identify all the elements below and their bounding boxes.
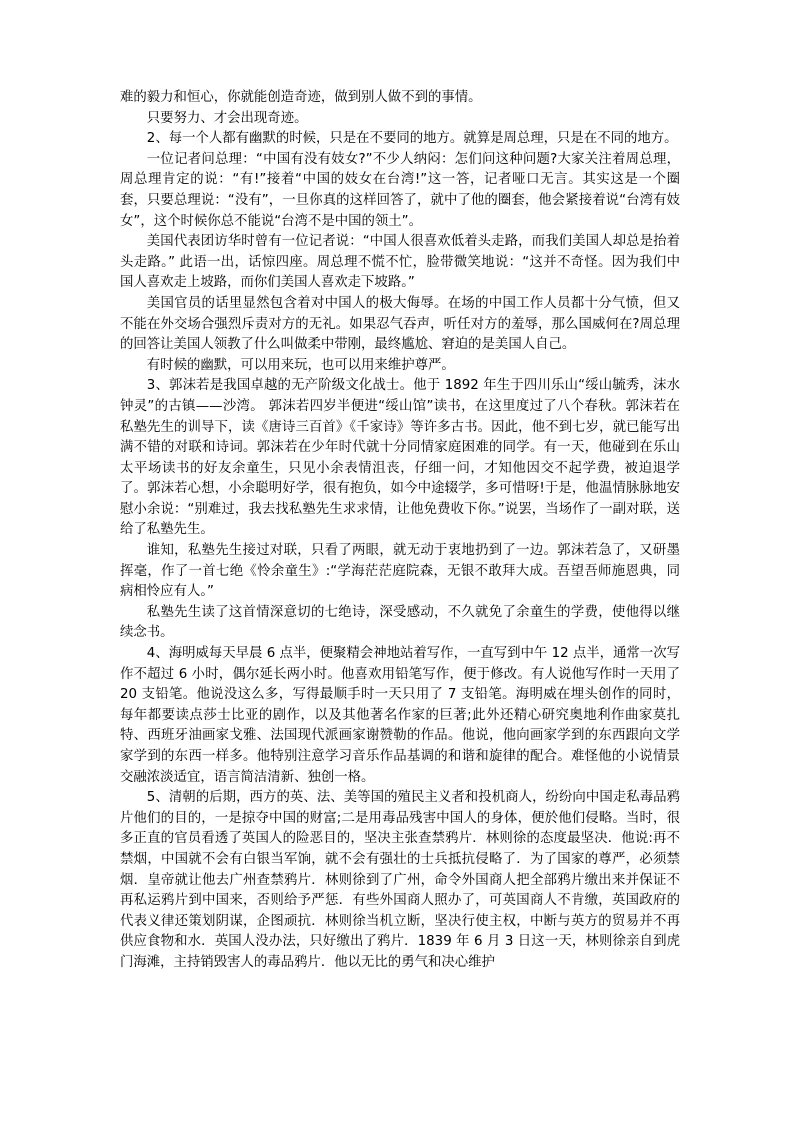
paragraph-12: 5、清朝的后期，西方的英、法、美等国的殖民主义者和投机商人，纷纷向中国走私毒品鸦片他们的目的，一是掠夺中国的财富;二是用毒品残害中国人的身体，便於他们侵略。当时，很多正直的官员看透了英国人的险恶目的，坚决主张查禁鸦片．林则徐的态度最坚决．他说:再不禁烟，中国就不会有白银当军饷，就不会有强壮的士兵抵抗侵略了．为了国家的尊严，必须禁烟．皇帝就让他去广州查禁鸦片．林则徐到了广州，命令外国商人把全部鸦片缴出来并保证不再私运鸦片到中国来，否则给予严惩．有些外国商人照办了，可英国商人不肯缴，英国政府的代表义律还策划阴谋，企图顽抗．林则徐当机立断，坚决行使主权，中断与英方的贸易并不再供应食物和水．英国人没办法，只好缴出了鸦片．1839 年 6 月 3 日这一天，林则徐亲自到虎门海滩，主持销毁害人的毒品鸦片．他以无比的勇气和决心维护	[120, 790, 680, 970]
paragraph-4: 一位记者问总理：“中国有没有妓女?”不少人纳闷：怎们问这种问题?大家关注着周总理，周总理肯定的说：“有!”接着“中国的妓女在台湾!”这一答，记者哑口无言。其实这是一个圈套，只要总理说：“没有”，一旦你真的这样回答了，就中了他的圈套，他会紧接着说“台湾有妓女”，这个时候你总不能说“台湾不是中国的领土”。	[120, 151, 680, 229]
document-page	[120, 88, 680, 974]
paragraph-5: 美国代表团访华时曾有一位记者说：“中国人很喜欢低着头走路，而我们美国人却总是抬着头走路。” 此语一出，话惊四座。周总理不慌不忙，脸带微笑地说：“这并不奇怪。因为我们中国人喜欢走上坡路，而你们美国人喜欢走下坡路。”	[120, 234, 680, 291]
paragraph-1: 难的毅力和恒心，你就能创造奇迹，做到别人做不到的事情。	[120, 90, 482, 105]
paragraph-10: 私塾先生读了这首情深意切的七绝诗，深受感动，不久就免了余童生的学费，使他得以继续念书。	[120, 604, 680, 641]
paragraph-3: 2、每一个人都有幽默的时候，只是在不要同的地方。就算是周总理，只是在不同的地方。	[146, 131, 678, 147]
paragraph-11: 4、海明威每天早晨 6 点半，便聚精会神地站着写作，一直写到中午 12 点半，通常一次写作不超过 6 小时，偶尔延长两小时。他喜欢用铅笔写作，便于修改。有人说他写作时一天用了 20 支铅笔。他说没这么多，写得最顺手时一天只用了 7 支铅笔。海明威在埋头创作的同时，每年都要读点莎士比亚的剧作，以及其他著名作家的巨著;此外还精心研究奥地利作曲家莫扎特、西班牙油画家戈雅、法国现代派画家谢赞勒的作品。他说，他向画家学到的东西跟向文学家学到的东西一样多。他特别注意学习音乐作品基调的和谐和旋律的配合。难怪他的小说情景交融浓淡适宜，语言简洁清新、独创一格。	[120, 646, 680, 785]
paragraph-6: 美国官员的话里显然包含着对中国人的极大侮辱。在场的中国工作人员都十分气愤，但又不能在外交场合强烈斥责对方的无礼。如果忍气吞声，听任对方的羞辱，那么国威何在?周总理的回答让美国人领教了什么叫做柔中带刚，最终尴尬、窘迫的是美国人自己。	[120, 295, 680, 353]
paragraph-9: 谁知，私塾先生接过对联，只看了两眼，就无动于衷地扔到了一边。郭沫若急了，又研墨挥毫，作了一首七绝《怜余童生》:“学海茫茫庭院森，无银不敢拜大成。吾望吾师施恩典，同病相怜应有人。”	[120, 543, 680, 600]
paragraph-7: 有时候的幽默，可以用来玩，也可以用来维护尊严。	[146, 357, 455, 373]
paragraph-8: 3、郭沫若是我国卓越的无产阶级文化战士。他于 1892 年生于四川乐山“绥山毓秀，沫水钟灵”的古镇——沙湾。 郭沫若四岁半便进“绥山馆”读书，在这里度过了八个春秋。郭沫若在私塾先生的训导下，读《唐诗三百首》《千家诗》等许多古书。因此，他不到七岁，就已能写出满不错的对联和诗词。郭沫若在少年时代就十分同情家庭困难的同学。有一天，他碰到在乐山太平场读书的好友余童生，只见小余表情沮丧，仔细一问，才知他因交不起学费，被迫退学了。郭沫若心想，小余聪明好学，很有抱负，如今中途辍学，多可惜呀!于是，他温情脉脉地安慰小余说：“别难过，我去找私塾先生求求情，让他免费收下你。”说罢，当场作了一副对联，送给了私塾先生。	[120, 378, 680, 538]
paragraph-2: 只要努力、才会出现奇迹。	[146, 110, 308, 126]
